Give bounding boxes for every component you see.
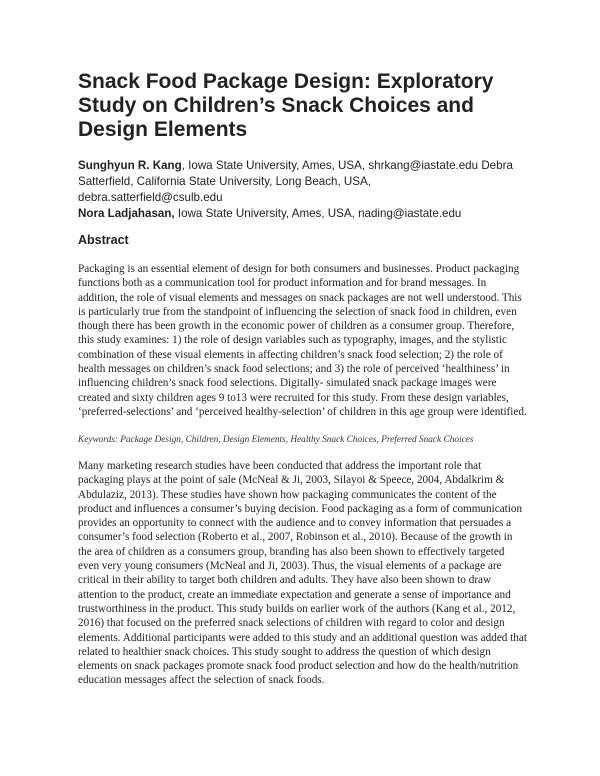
abstract-paragraph: Packaging is an essential element of design for both consumers and businesses. Product packaging functions both as a communication tool for product information and for brand messages. In addition, the role of visual elements and messages on snack packages are not well understood. This is particularly true from the standpoint of influencing the selection of snack food in children, even though there has been growth in the economic power of children as a consumer group. Therefore, this study examines: 1) the role of design variables such as typography, images, and the stylistic combination of these visual elements in affecting children’s snack food selection; 2) the role of health messages on children’s snack food selections; and 3) the role of perceived ‘healthiness’ in influencing children’s snack food selections. Digitally- simulated snack package images were created and sixty children ages 9 to13 were recruited for this study. From these design variables, ‘preferred-selections’ and ‘perceived healthy-selection’ of children in this age group were identified. (78, 263, 527, 418)
author-affiliation-satterfield: Debra Satterfield, California State University, Long Beach, USA, debra.satterfield@csulb.edu (78, 159, 513, 204)
paper-title: Snack Food Package Design: Exploratory Study on Children’s Snack Choices and Design Elements (78, 70, 494, 141)
author-name-ladjahasan: Nora Ladjahasan, (78, 207, 175, 220)
abstract-heading: Abstract (78, 233, 129, 247)
keywords-line: Keywords: Package Design, Children, Design Elements, Healthy Snack Choices, Preferred Snack Choices (78, 435, 474, 445)
author-affiliation-kang: , Iowa State University, Ames, USA, shrkang@iastate.edu (181, 159, 482, 172)
author-affiliation-ladjahasan: Iowa State University, Ames, USA, nading@iastate.edu (174, 207, 462, 220)
introduction-paragraph: Many marketing research studies have been conducted that address the important role that packaging plays at the point of sale (McNeal & Ji, 2003, Silayoi & Speece, 2004, Abdalkrim & Abdulaziz, 2013). These studies have shown how packaging communicates the content of the product and influences a consumer’s buying decision. Food packaging as a form of communication provides an opportunity to connect with the audience and to convey information that persuades a consumer’s food selection (Roberto et al., 2007, Robinson et al., 2010). Because of the growth in the area of children as a consumers group, branding has also been shown to effectively targeted even very young consumers (McNeal and Ji, 2003). Thus, the visual elements of a package are critical in their ability to target both children and adults. They have also been shown to draw attention to the product, create an immediate expectation and generate a sense of importance and trustworthiness in the product. This study builds on earlier work of the authors (Kang et al., 2012, 2016) that focused on the preferred snack selections of children with regard to color and design elements. Additional participants were added to this study and an additional question was added that related to healthier snack choices. This study sought to address the question of which design elements on snack packages promote snack food product selection and how do the health/nutrition education messages affect the selection of snack foods. (78, 460, 527, 687)
author-name-kang: Sunghyun R. Kang (78, 159, 182, 172)
author-block (78, 158, 518, 222)
